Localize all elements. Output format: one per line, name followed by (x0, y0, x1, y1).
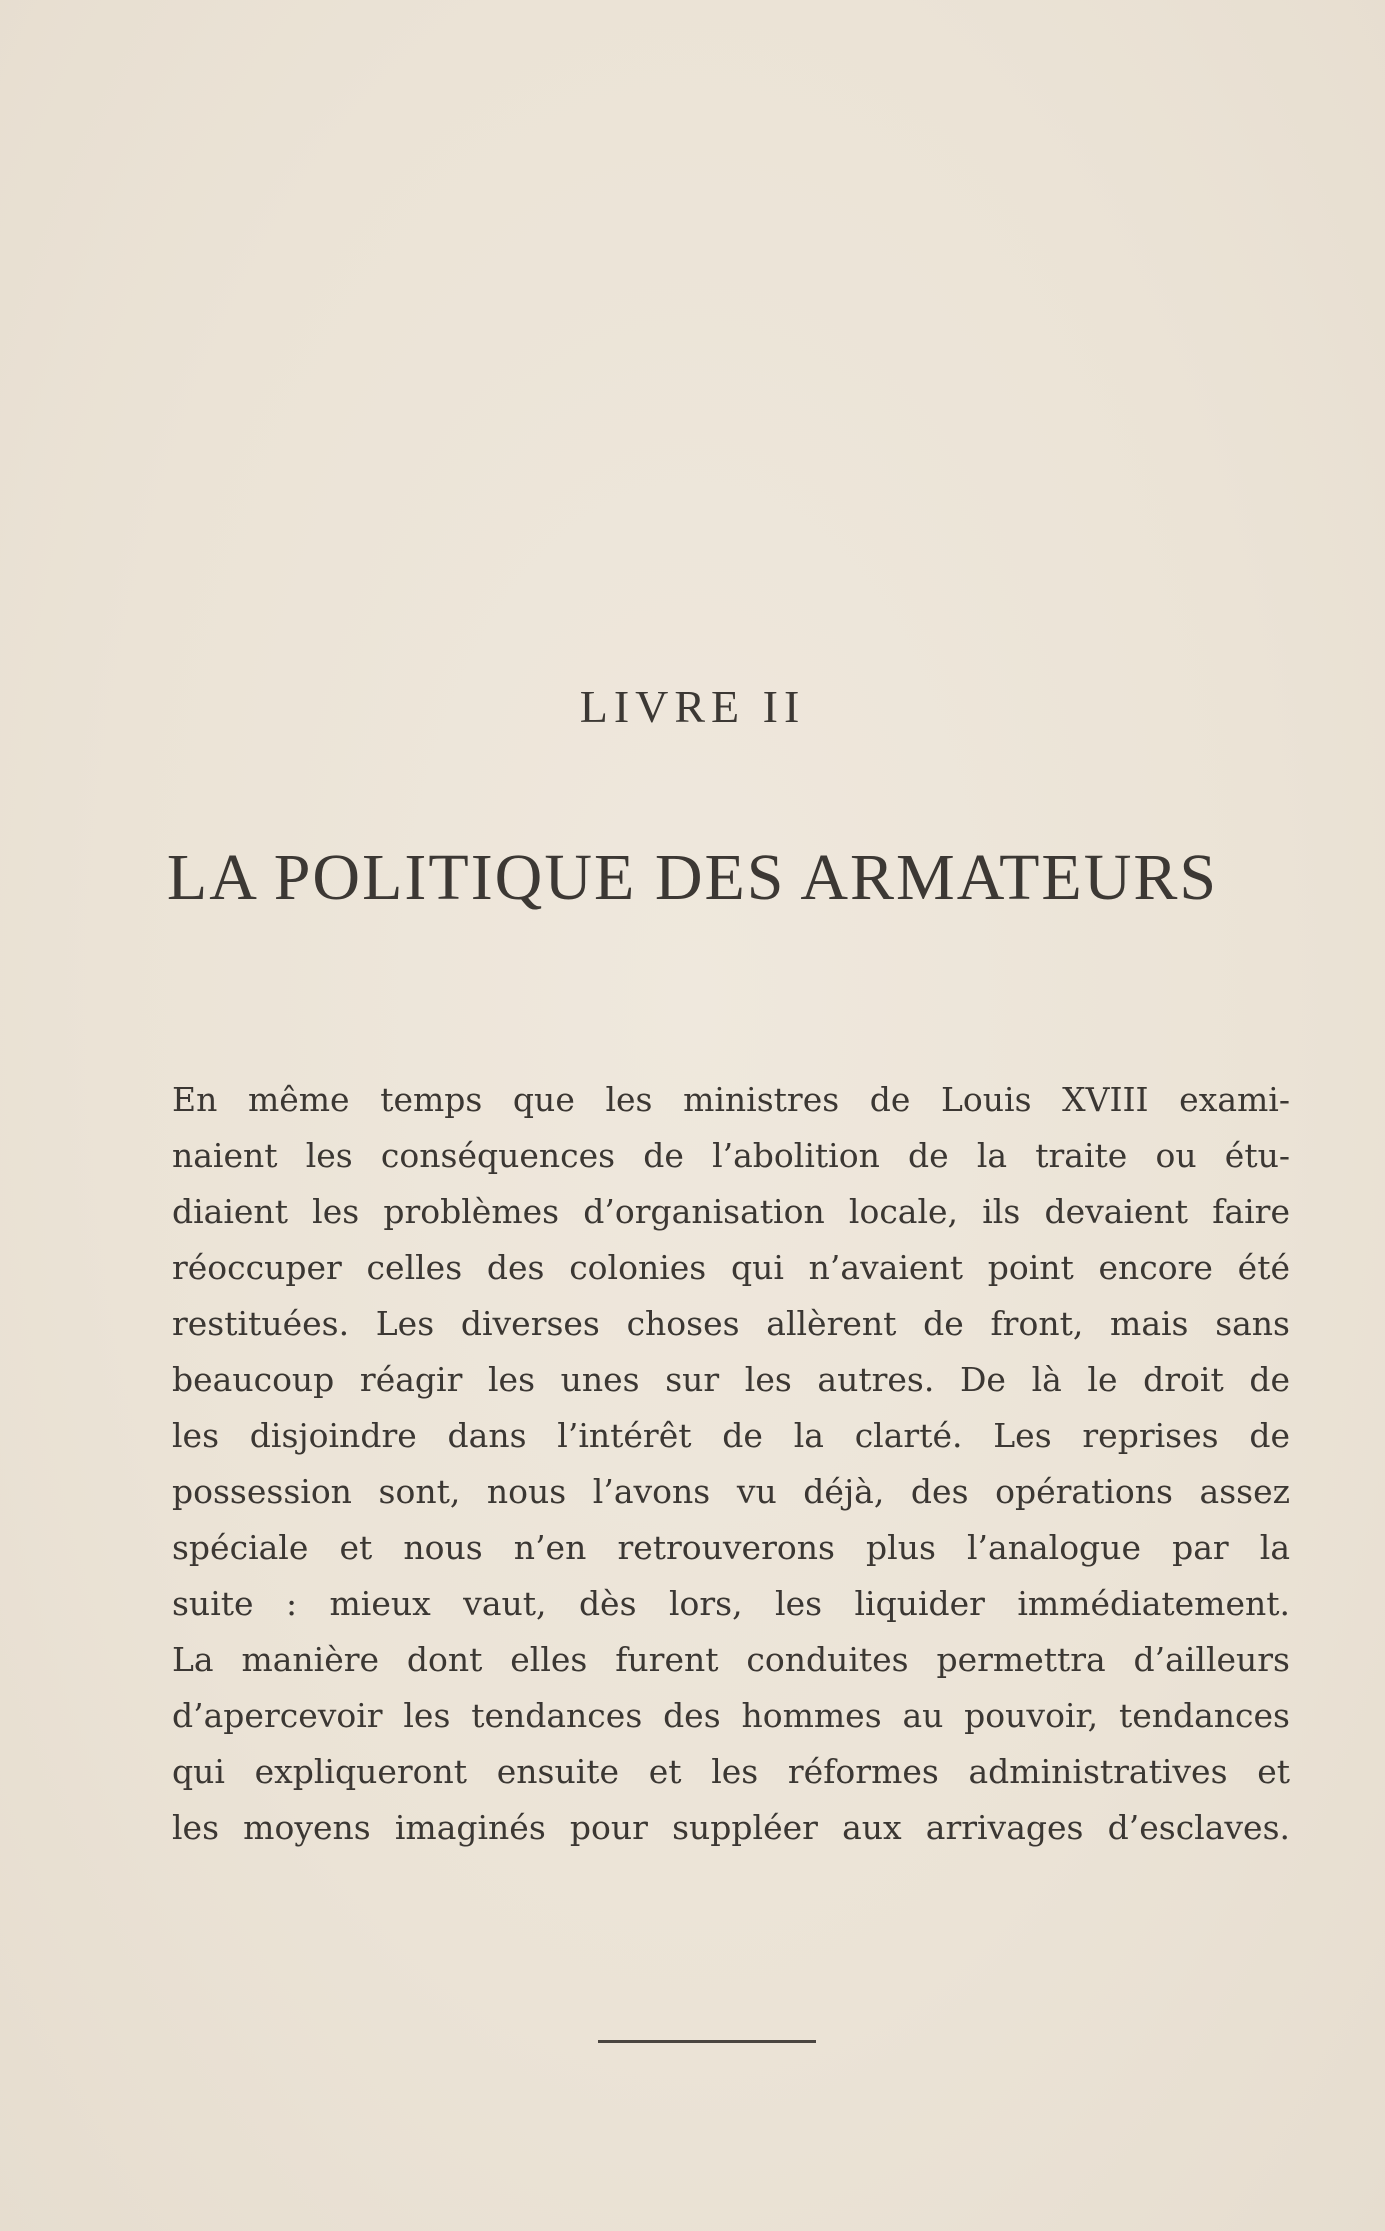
paragraph-line: qui expliqueront ensuite et les réformes administratives et (172, 1752, 1290, 1791)
book-label: LIVRE II (579, 681, 806, 732)
body-paragraph (172, 1072, 1290, 1856)
paragraph-line: d’apercevoir les tendances des hommes au pouvoir, tendances (172, 1696, 1290, 1735)
section-divider-rule (598, 2040, 816, 2043)
paragraph-line: réoccuper celles des colonies qui n’avaient point encore été (172, 1248, 1290, 1287)
paragraph-line: possession sont, nous l’avons vu déjà, des opérations assez (172, 1472, 1290, 1511)
paragraph-line: restituées. Les diverses choses allèrent de front, mais sans (172, 1304, 1290, 1343)
paragraph-line: beaucoup réagir les unes sur les autres. De là le droit de (172, 1360, 1290, 1399)
paragraph-line: naient les conséquences de l’abolition de la traite ou étu- (172, 1136, 1290, 1175)
paragraph-line: suite : mieux vaut, dès lors, les liquider immédiatement. (172, 1584, 1290, 1623)
paragraph-line: les moyens imaginés pour suppléer aux arrivages d’esclaves. (172, 1808, 1290, 1847)
chapter-title: LA POLITIQUE DES ARMATEURS (166, 841, 1219, 914)
paragraph-line: spéciale et nous n’en retrouverons plus l’analogue par la (172, 1528, 1290, 1567)
paragraph-line: En même temps que les ministres de Louis XVIII exami- (172, 1080, 1290, 1119)
paragraph-line: diaient les problèmes d’organisation locale, ils devaient faire (172, 1192, 1290, 1231)
paragraph-line: les disjoindre dans l’intérêt de la clarté. Les reprises de (172, 1416, 1290, 1455)
paragraph-line: La manière dont elles furent conduites permettra d’ailleurs (172, 1640, 1290, 1679)
